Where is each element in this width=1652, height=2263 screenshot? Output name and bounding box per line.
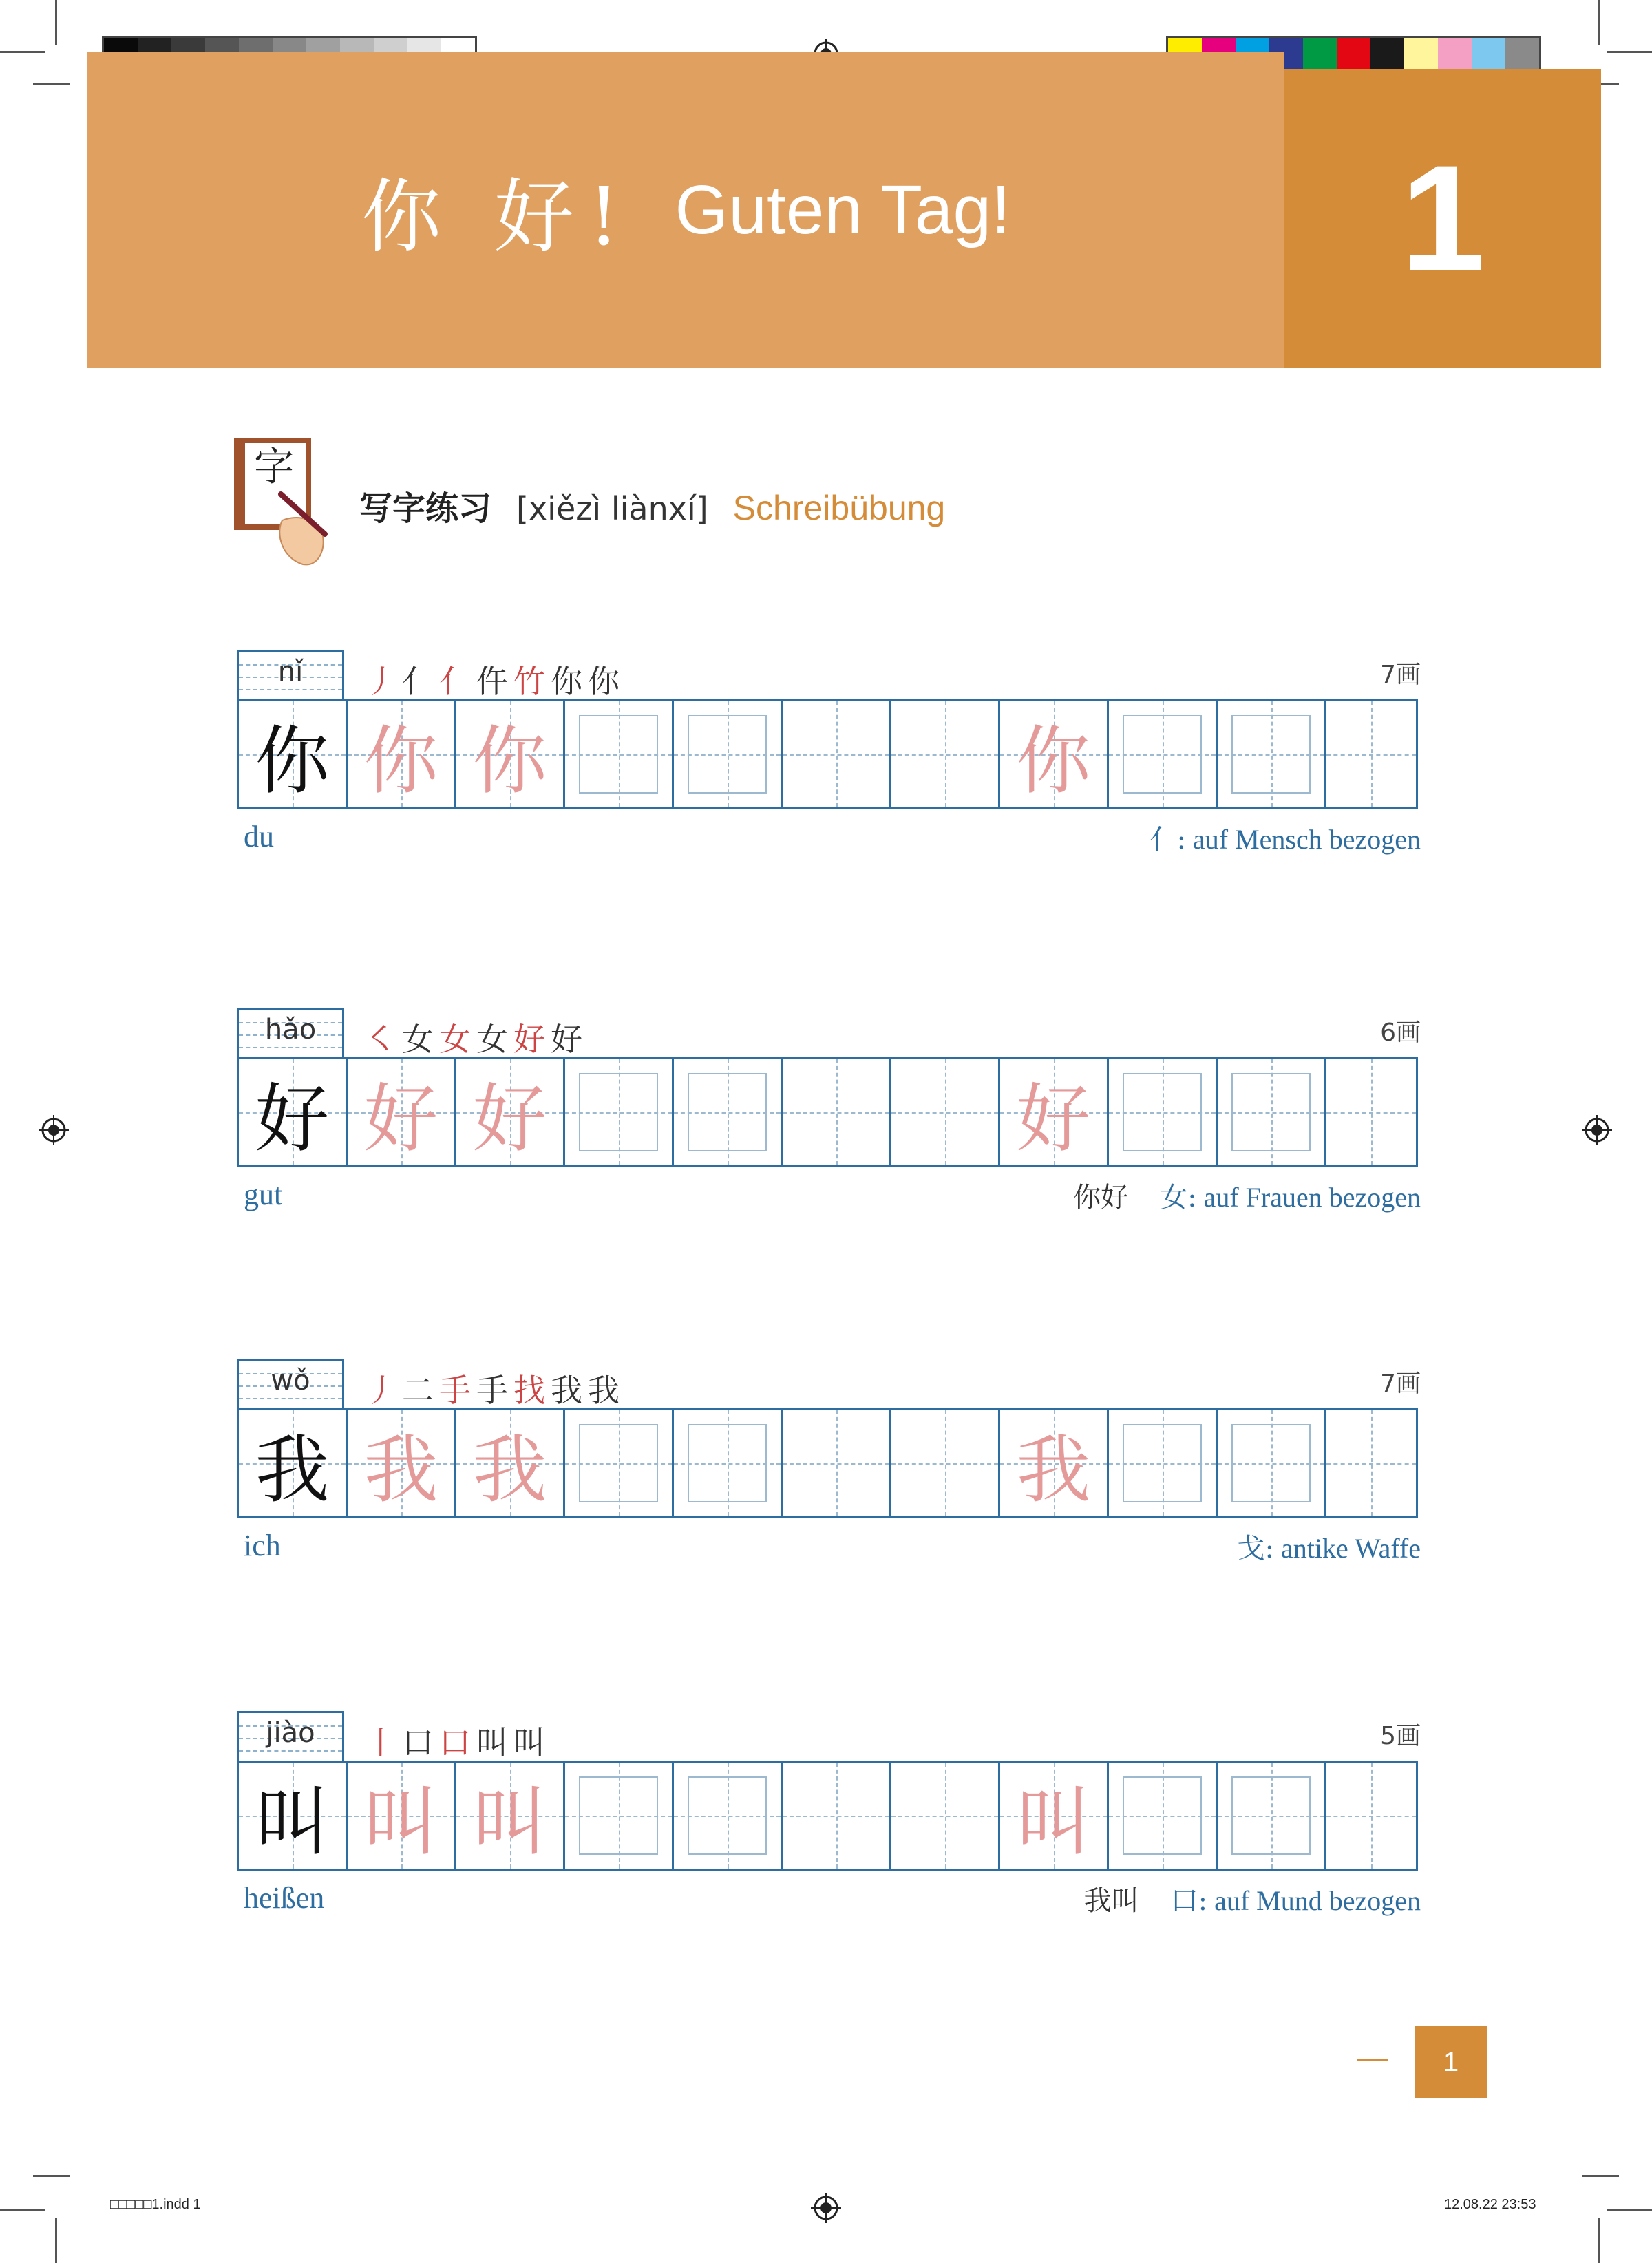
radical-note <box>1238 1527 1421 1566</box>
stroke-step: 我 <box>551 1372 588 1409</box>
stroke-step: 亻 <box>402 663 439 700</box>
stroke-order <box>365 1366 625 1411</box>
stroke-step: 女 <box>439 1021 476 1058</box>
stroke-order <box>365 1718 551 1763</box>
registration-mark-icon <box>811 2193 841 2223</box>
trace-character: 叫 <box>472 1779 547 1866</box>
stroke-step: 丿 <box>365 663 402 700</box>
character-block <box>237 1711 1421 1931</box>
writing-cell[interactable] <box>1218 1410 1326 1516</box>
trace-cell <box>1000 701 1109 807</box>
lesson-title-german: Guten Tag! <box>675 171 1010 248</box>
trace-character: 叫 <box>363 1779 438 1866</box>
character-block <box>237 650 1421 870</box>
file-slug: □□□□□1.indd 1 <box>110 2197 201 2212</box>
writing-hand-icon <box>234 438 330 569</box>
practice-grid <box>237 1057 1418 1167</box>
stroke-step: 找 <box>513 1372 551 1409</box>
character-block <box>237 1359 1421 1579</box>
writing-cell[interactable] <box>674 701 783 807</box>
trace-cell <box>456 1763 565 1869</box>
radical-note <box>1150 818 1421 857</box>
writing-cell[interactable] <box>783 1410 891 1516</box>
model-cell <box>239 1410 348 1516</box>
writing-cell[interactable] <box>674 1059 783 1165</box>
crop-mark <box>55 0 57 45</box>
stroke-step: 仵 <box>476 663 513 700</box>
writing-cell[interactable] <box>1326 1059 1416 1165</box>
crop-mark <box>0 2209 45 2211</box>
trace-cell <box>456 701 565 807</box>
radical: 口: <box>1170 1885 1208 1917</box>
model-character: 你 <box>255 718 330 805</box>
stroke-step: 竹 <box>513 663 551 700</box>
stroke-order <box>365 657 625 702</box>
writing-cell[interactable] <box>783 1763 891 1869</box>
stroke-step: 口 <box>439 1724 476 1761</box>
date-slug: 12.08.22 23:53 <box>1444 2197 1536 2212</box>
crop-mark <box>1607 2209 1652 2211</box>
stroke-step: 亻 <box>439 663 476 700</box>
stroke-step: 丨 <box>365 1724 402 1761</box>
meaning-label: ich <box>244 1529 281 1562</box>
model-character: 我 <box>255 1427 330 1513</box>
writing-cell[interactable] <box>1109 1410 1218 1516</box>
pinyin-box <box>237 1711 344 1761</box>
writing-cell[interactable] <box>1218 1763 1326 1869</box>
pinyin-label: jiào <box>266 1717 315 1749</box>
stroke-step: 女 <box>476 1021 513 1058</box>
pinyin-label: nǐ <box>277 656 304 688</box>
radical-note <box>1073 1176 1421 1215</box>
trace-cell <box>1000 1410 1109 1516</box>
trace-cell <box>348 1763 456 1869</box>
trace-cell <box>1000 1059 1109 1165</box>
character-block <box>237 1008 1421 1228</box>
stroke-step: 叫 <box>513 1724 551 1761</box>
model-cell <box>239 1763 348 1869</box>
crop-mark <box>1598 2218 1600 2263</box>
section-title-german: Schreibübung <box>732 489 946 527</box>
writing-cell[interactable] <box>1218 701 1326 807</box>
stroke-count: 6画 <box>1380 1019 1421 1047</box>
writing-cell[interactable] <box>1218 1059 1326 1165</box>
writing-cell[interactable] <box>1109 1763 1218 1869</box>
writing-cell[interactable] <box>674 1410 783 1516</box>
section-heading <box>359 482 945 529</box>
trace-cell <box>348 1059 456 1165</box>
writing-cell[interactable] <box>565 1059 674 1165</box>
stroke-step: 手 <box>439 1372 476 1409</box>
pinyin-label: hǎo <box>264 1014 317 1045</box>
trace-character: 好 <box>472 1076 547 1162</box>
stroke-step: 丿 <box>365 1372 402 1409</box>
writing-cell[interactable] <box>1326 1763 1416 1869</box>
trace-character: 好 <box>1016 1076 1091 1162</box>
trace-character: 我 <box>1016 1427 1091 1513</box>
stroke-count: 7画 <box>1380 1370 1421 1398</box>
practice-grid <box>237 699 1418 809</box>
writing-cell[interactable] <box>1326 701 1416 807</box>
radical-note <box>1084 1879 1421 1918</box>
crop-mark <box>1582 2175 1619 2177</box>
writing-cell[interactable] <box>565 1410 674 1516</box>
meaning-label: gut <box>244 1178 283 1211</box>
model-character: 好 <box>255 1076 330 1162</box>
stroke-step: 女 <box>402 1021 439 1058</box>
writing-cell[interactable] <box>674 1763 783 1869</box>
section-pinyin: [xiězì liànxí] <box>516 490 708 527</box>
pinyin-box <box>237 650 344 699</box>
trace-cell <box>1000 1763 1109 1869</box>
crop-mark <box>33 2175 70 2177</box>
stroke-step: 手 <box>476 1372 513 1409</box>
icon-character: 字 <box>253 443 295 490</box>
trace-character: 我 <box>472 1427 547 1513</box>
writing-cell[interactable] <box>565 1763 674 1869</box>
practice-grid <box>237 1761 1418 1871</box>
crop-mark <box>55 2218 57 2263</box>
radical-meaning: antike Waffe <box>1281 1533 1421 1564</box>
writing-cell[interactable] <box>1326 1410 1416 1516</box>
trace-character: 你 <box>472 718 547 805</box>
stroke-step: 你 <box>588 663 625 700</box>
crop-mark <box>33 83 70 85</box>
crop-mark <box>1607 51 1652 53</box>
chapter-number: 1 <box>1400 134 1485 303</box>
crop-mark <box>1598 0 1600 45</box>
radical: 戈: <box>1237 1533 1274 1564</box>
writing-cell[interactable] <box>891 701 1000 807</box>
model-cell <box>239 1059 348 1165</box>
radical: 女: <box>1160 1182 1197 1213</box>
writing-cell[interactable] <box>891 1763 1000 1869</box>
trace-cell <box>456 1059 565 1165</box>
page-dash <box>1357 2059 1388 2061</box>
example-word: 我叫 <box>1083 1885 1139 1917</box>
pinyin-box <box>237 1359 344 1408</box>
trace-character: 你 <box>363 718 438 805</box>
trace-character: 你 <box>1016 718 1091 805</box>
writing-cell[interactable] <box>1109 1059 1218 1165</box>
stroke-step: 二 <box>402 1372 439 1409</box>
trace-cell <box>348 701 456 807</box>
crop-mark <box>0 51 45 53</box>
writing-cell[interactable] <box>783 1059 891 1165</box>
trace-character: 叫 <box>1016 1779 1091 1866</box>
trace-character: 好 <box>363 1076 438 1162</box>
writing-cell[interactable] <box>565 701 674 807</box>
pinyin-label: wǒ <box>271 1365 310 1396</box>
trace-cell <box>456 1410 565 1516</box>
radical-meaning: auf Frauen bezogen <box>1203 1182 1421 1213</box>
section-title-chinese: 写字练习 <box>359 489 492 528</box>
page-number: 1 <box>1415 2026 1487 2098</box>
registration-mark-icon <box>1582 1115 1612 1145</box>
stroke-step: 好 <box>513 1021 551 1058</box>
model-character: 叫 <box>255 1779 330 1866</box>
radical-meaning: auf Mund bezogen <box>1214 1885 1421 1916</box>
stroke-order <box>365 1014 588 1060</box>
pinyin-box <box>237 1008 344 1057</box>
stroke-step: 口 <box>402 1724 439 1761</box>
stroke-step: 叫 <box>476 1724 513 1761</box>
stroke-count: 5画 <box>1380 1722 1421 1750</box>
meaning-label: du <box>244 820 274 853</box>
writing-cell[interactable] <box>891 1059 1000 1165</box>
radical: 亻: <box>1149 824 1187 856</box>
writing-cell[interactable] <box>1109 701 1218 807</box>
writing-cell[interactable] <box>783 701 891 807</box>
writing-cell[interactable] <box>891 1410 1000 1516</box>
stroke-step: 好 <box>551 1021 588 1058</box>
trace-cell <box>348 1410 456 1516</box>
trace-character: 我 <box>363 1427 438 1513</box>
meaning-label: heißen <box>244 1881 325 1915</box>
practice-grid <box>237 1408 1418 1518</box>
radical-meaning: auf Mensch bezogen <box>1193 824 1421 855</box>
stroke-count: 7画 <box>1380 661 1421 689</box>
lesson-title-chinese: 你 好! <box>361 170 634 264</box>
model-cell <box>239 701 348 807</box>
stroke-step: ㇛ <box>365 1021 402 1058</box>
lesson-title <box>87 52 1284 368</box>
example-word: 你好 <box>1073 1182 1129 1213</box>
registration-mark-icon <box>39 1115 69 1145</box>
stroke-step: 你 <box>551 663 588 700</box>
stroke-step: 我 <box>588 1372 625 1409</box>
